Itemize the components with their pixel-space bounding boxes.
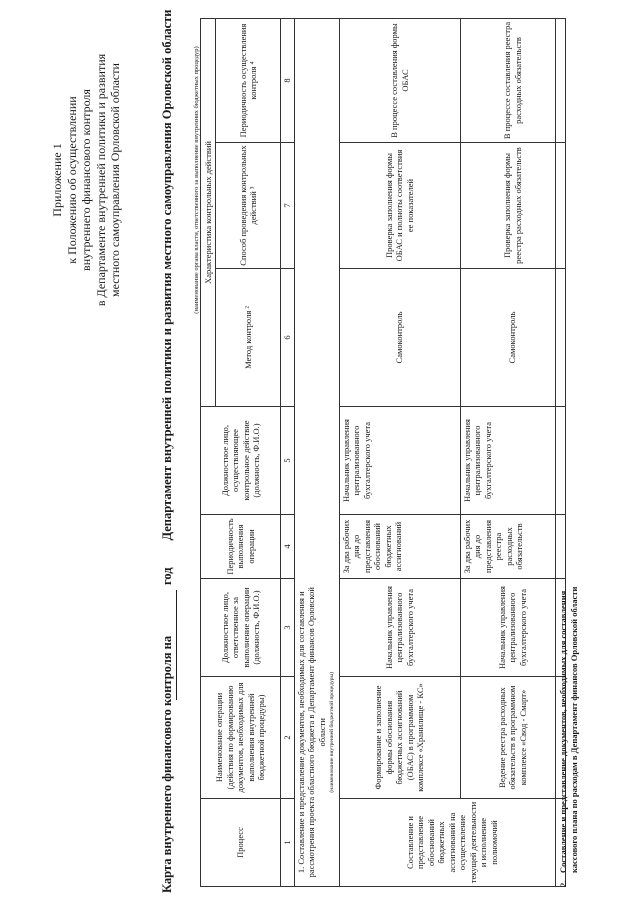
card-title: Карта внутреннего финансового контроля на: [160, 635, 174, 893]
method-cell: Самоконтроль: [339, 269, 460, 407]
appendix-line: к Положению об осуществлении: [64, 96, 79, 264]
control-period-cell: В процессе составления реестра расходных обязательств: [460, 18, 565, 142]
table-row: [339, 18, 460, 886]
col-num: 5: [281, 407, 295, 515]
appendix-header: [50, 15, 123, 345]
responsible-cell: Начальник управления централизованного бухгалтерского учета: [460, 579, 565, 677]
responsible-cell: Начальник управления централизованного бухгалтерского учета: [339, 579, 460, 677]
header-process: Процесс: [201, 799, 281, 887]
year-blank-line: [176, 590, 177, 700]
section-1-spacer: [294, 18, 339, 578]
header-periodicity: Периодичность выполнения операции: [201, 515, 281, 579]
header-characteristics: Характеристика контрольных действий: [201, 18, 216, 406]
header-method: Метод контроля ²: [216, 269, 281, 407]
header-responsible: Должностное лицо, ответственное за выполнение операции (должность, Ф.И.О.): [201, 579, 281, 677]
col-num: 7: [281, 143, 295, 269]
appendix-line: Приложение 1: [50, 143, 64, 217]
periodicity-cell: За два рабочих дня до представления реестра расходных обязательств: [460, 515, 565, 579]
section-2-title: Составление и представление документов, необходимых для составления кассового плана по расходам в Департамент финансов Орловской области: [558, 586, 579, 873]
header-operation: Наименование операции (действия по формированию документов, необходимых для выполнения внутренней бюджетной процедуры): [201, 677, 281, 799]
control-period-cell: В процессе составления формы ОБАС: [339, 18, 460, 142]
department-name: Департамент внутренней политики и развития местного самоуправления Орловской области: [160, 9, 174, 541]
column-number-row: [281, 18, 295, 886]
col-num: 1: [281, 799, 295, 887]
appendix-line: внутреннего финансового контроля: [79, 89, 93, 271]
control-map-table: [200, 18, 566, 887]
col-num: 6: [281, 269, 295, 407]
section-1-hint: (наименование внутренней бюджетной процедуры): [329, 671, 335, 793]
method-cell: Самоконтроль: [460, 269, 565, 407]
card-year-label: год: [160, 567, 174, 585]
controller-cell: Начальник управления централизованного бухгалтерского учета: [339, 407, 460, 515]
section-1-title-cell: [294, 579, 339, 887]
col-num: 8: [281, 18, 295, 142]
appendix-line: местного самоуправления Орловской области: [108, 63, 122, 297]
section-2-heading: [555, 19, 579, 887]
process-cell: Составление и представление обоснований бюджетных ассигнований на осуществление текущей деятельности и исполнение полномочий: [339, 799, 565, 887]
way-cell: Проверка заполнения формы реестра расходных обязательств: [460, 143, 565, 269]
appendix-line: в Департаменте внутренней политики и развития: [93, 53, 108, 307]
operation-cell: Ведение реестра расходных обязательств в программном комплексе «Свод - Смарт»: [460, 677, 565, 799]
header-controller: Должностное лицо, осуществляющее контрольное действие (должность, Ф.И.О.): [201, 407, 281, 515]
table-row: [460, 18, 565, 886]
col-num: 2: [281, 677, 295, 799]
controller-cell: Начальник управления централизованного бухгалтерского учета: [460, 407, 565, 515]
section-1-row: [294, 18, 339, 886]
way-cell: Проверка заполнения формы ОБАС и полноты соответствия ее показателей: [339, 143, 460, 269]
header-row: [201, 18, 216, 886]
department-hint: (наименование органа власти, ответственного за выполнение внутренних бюджетных процедур): [193, 46, 200, 314]
col-num: 4: [281, 515, 295, 579]
header-way: Способ проведения контрольных действий ³: [216, 143, 281, 269]
periodicity-cell: За два рабочих дня до представления обоснований бюджетных ассигнований: [339, 515, 460, 579]
section-1-title: 1. Составление и представление документов, необходимых для составления и рассмотрения проекта областного бюджета в Департамент финансов Орловской области: [295, 587, 327, 878]
col-num: 3: [281, 579, 295, 677]
operation-cell: Формирование и заполнение формы обоснования бюджетных ассигнований (ОБАС) в программном комплексе «Хранилище - КС»: [339, 677, 460, 799]
section-2-number: 2.: [558, 880, 568, 887]
header-control-period: Периодичность осуществления контроля ⁴: [216, 18, 281, 142]
